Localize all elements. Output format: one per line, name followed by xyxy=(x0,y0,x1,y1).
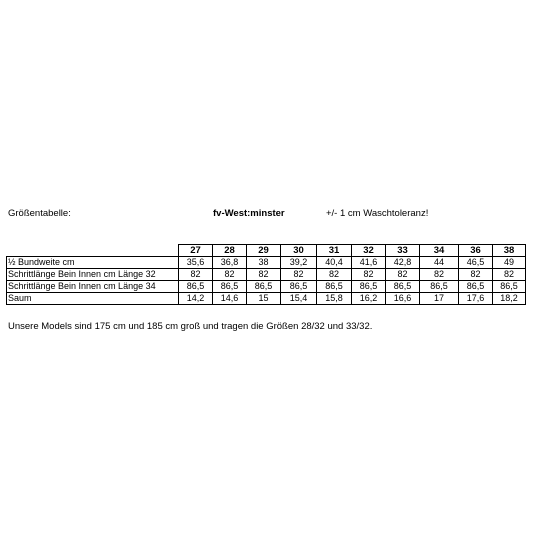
table-cell: 14,6 xyxy=(213,293,247,305)
table-cell: 86,5 xyxy=(317,281,352,293)
table-cell: 82 xyxy=(459,269,493,281)
table-cell: 16,6 xyxy=(386,293,420,305)
table-cell: 86,5 xyxy=(493,281,526,293)
models-note: Unsere Models sind 175 cm und 185 cm groß und tragen die Größen 28/32 und 33/32. xyxy=(8,321,373,332)
table-cell: 36,8 xyxy=(213,257,247,269)
size-header-cell: 34 xyxy=(420,245,459,257)
wash-tolerance-note: +/- 1 cm Waschtoleranz! xyxy=(326,208,429,219)
table-header-row xyxy=(0,208,550,222)
table-cell: 14,2 xyxy=(179,293,213,305)
table-cell: 38 xyxy=(247,257,281,269)
table-cell: 82 xyxy=(213,269,247,281)
table-cell: 17 xyxy=(420,293,459,305)
table-row xyxy=(7,293,526,305)
row-label: Schrittlänge Bein Innen cm Länge 34 xyxy=(7,281,179,293)
table-cell: 18,2 xyxy=(493,293,526,305)
size-header-cell: 36 xyxy=(459,245,493,257)
size-header-cell: 31 xyxy=(317,245,352,257)
size-table xyxy=(6,244,526,305)
row-label: ½ Bundweite cm xyxy=(7,257,179,269)
table-cell: 86,5 xyxy=(179,281,213,293)
table-cell: 15 xyxy=(247,293,281,305)
table-cell: 86,5 xyxy=(352,281,386,293)
table-cell: 86,5 xyxy=(420,281,459,293)
table-cell: 82 xyxy=(420,269,459,281)
size-header-cell: 28 xyxy=(213,245,247,257)
table-cell: 82 xyxy=(247,269,281,281)
row-label: Saum xyxy=(7,293,179,305)
table-cell: 82 xyxy=(281,269,317,281)
table-row xyxy=(7,281,526,293)
table-cell: 15,8 xyxy=(317,293,352,305)
size-header-cell: 29 xyxy=(247,245,281,257)
size-header-cell: 32 xyxy=(352,245,386,257)
table-row xyxy=(7,269,526,281)
blank-header-cell xyxy=(7,245,179,257)
size-header-cell: 30 xyxy=(281,245,317,257)
table-cell: 86,5 xyxy=(247,281,281,293)
size-header-cell: 38 xyxy=(493,245,526,257)
table-cell: 35,6 xyxy=(179,257,213,269)
size-header-cell: 33 xyxy=(386,245,420,257)
row-label: Schrittlänge Bein Innen cm Länge 32 xyxy=(7,269,179,281)
size-table-label: Größentabelle: xyxy=(8,208,71,219)
table-cell: 41,6 xyxy=(352,257,386,269)
table-cell: 49 xyxy=(493,257,526,269)
table-cell: 44 xyxy=(420,257,459,269)
table-cell: 82 xyxy=(179,269,213,281)
table-cell: 15,4 xyxy=(281,293,317,305)
table-cell: 86,5 xyxy=(459,281,493,293)
table-cell: 86,5 xyxy=(386,281,420,293)
table-cell: 86,5 xyxy=(213,281,247,293)
table-cell: 86,5 xyxy=(281,281,317,293)
table-cell: 82 xyxy=(317,269,352,281)
table-cell: 42,8 xyxy=(386,257,420,269)
size-header-cell: 27 xyxy=(179,245,213,257)
size-header-row xyxy=(7,245,526,257)
table-row xyxy=(7,257,526,269)
table-cell: 82 xyxy=(493,269,526,281)
brand-name: fv-West:minster xyxy=(213,208,285,219)
table-cell: 40,4 xyxy=(317,257,352,269)
table-cell: 82 xyxy=(352,269,386,281)
table-cell: 16,2 xyxy=(352,293,386,305)
table-cell: 17,6 xyxy=(459,293,493,305)
table-cell: 39,2 xyxy=(281,257,317,269)
table-cell: 82 xyxy=(386,269,420,281)
table-cell: 46,5 xyxy=(459,257,493,269)
